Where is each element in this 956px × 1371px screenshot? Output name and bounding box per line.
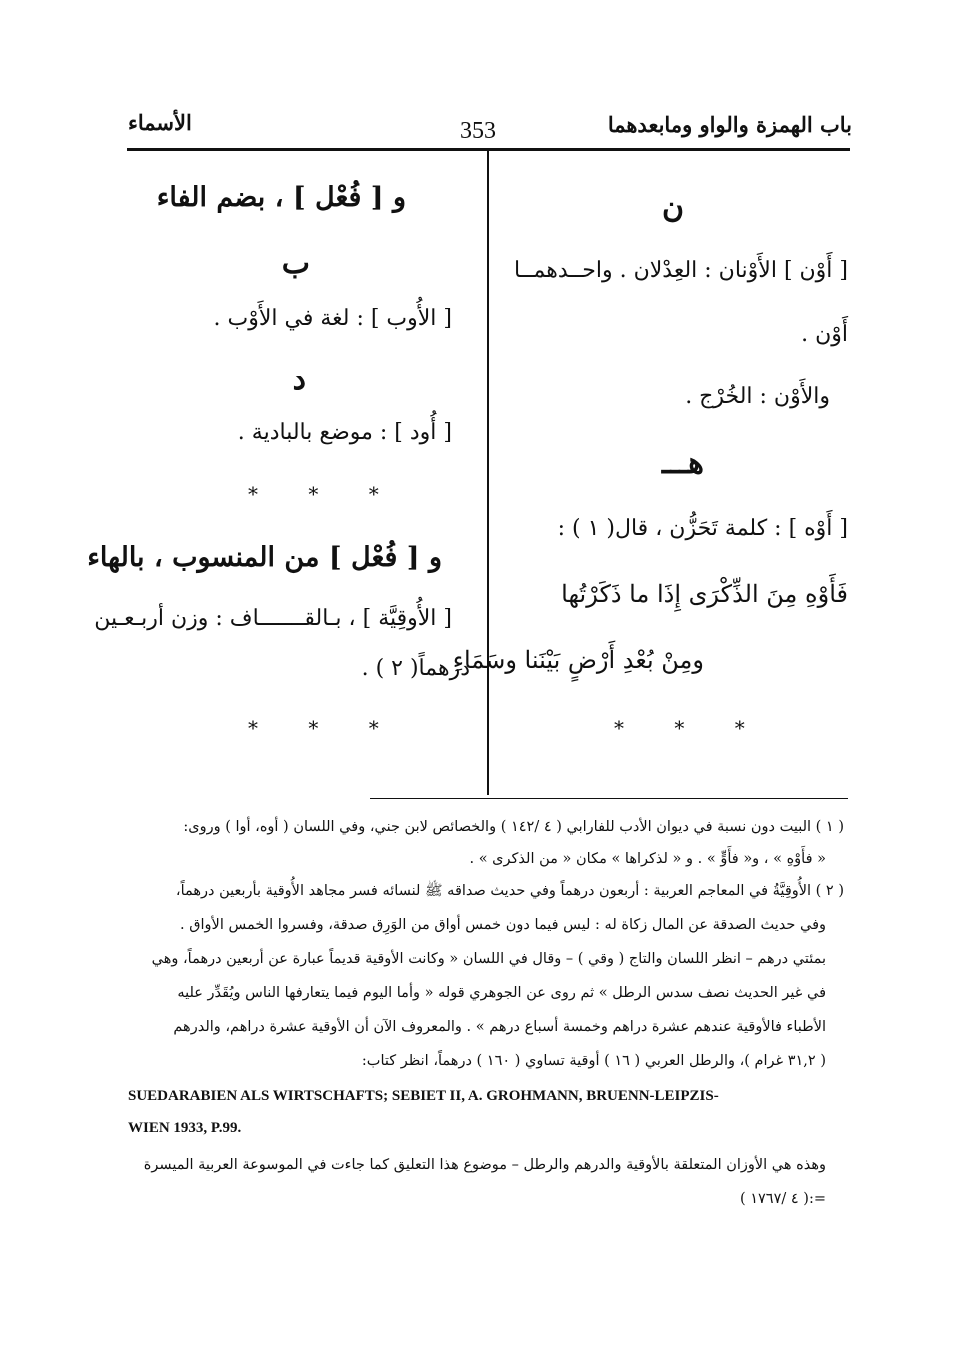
entry-uqiyya-line1: [ الأُوقِيَّة ] ، بـالقـــــــاف : وزن أربـعـين (94, 606, 452, 631)
entry-awn-line2: أَوْن . (801, 322, 848, 347)
letter-heading-dal: د (292, 362, 306, 397)
section-separator-stars: * * * (248, 716, 401, 740)
entry-awn-line3: والأَوْن : الخُرْج . (685, 384, 830, 409)
section-heading-mansub: و [ فُعْل ] من المنسوب ، بالهاء (87, 542, 442, 573)
footnote-2-latin-line-2: WIEN 1933, P.99. (128, 1120, 242, 1136)
footnote-2-line-2: وفي حديث الصدقة عن المال زكاة له : ليس فيما دون خمس أواق من الوَرِق صدقة، وفسروا الخمس الأواق . (180, 917, 826, 933)
footnote-2-line-3: بمئتي درهم – انظر اللسان والتاج ( وقي ) – وقال في اللسان « وكانت الأوقية قديماً عبارة عن أربعين درهماً، وهي (151, 951, 826, 967)
chapter-title: باب الهمزة والواو ومابعدهما (607, 112, 852, 137)
footnote-2-line-5: الأطباء فالأوقية عندهم عشرة دراهم وخمسة أسباع درهم » . والمعروف الآن أن الأوقية عشرة دراهم، والدرهم (173, 1019, 826, 1035)
footnote-1-line-1: ( ١ ) البيت دون نسبة في ديوان الأدب للفارابي ( ٤ /١٤٢ ) والخصائص لابن جني، وفي اللسان ( أوه، أوا ) وروى: (183, 819, 844, 835)
verse-line-2: ومِنْ بُعْدِ أَرْضٍ بَيْنَنا وسَمَاءِ (452, 646, 704, 674)
section-separator-stars: * * * (614, 716, 767, 740)
letter-heading-ha: هـــ (661, 446, 704, 481)
letter-heading-nun: ن (661, 190, 684, 225)
footnote-1-line-2: « فأَوْهِ » ، و« فأَوٍّ » . و « لذكراها » مكان « من الذكرى » . (469, 851, 826, 867)
footnote-2-latin-line-1: SUEDARABIEN ALS WIRTSCHAFTS; SEBIET II, A. GROHMANN, BRUENN-LEIPZIS- (128, 1088, 719, 1104)
verse-line-1: فَأَوْهِ مِنَ الذِّكْرَى إِذَا ما ذَكَرْتُها (561, 580, 848, 608)
footnote-rule (370, 798, 848, 799)
footnote-2-line-6: ( ٣١,٢ غرام )، والرطل العربي ( ١٦ ) أوقية تساوي ( ١٦٠ ) درهماً، انظر كتاب: (361, 1053, 826, 1069)
footnote-2-line-1: ( ٢ ) الأُوقِيَّةُ في المعاجم العربية : أربعون درهماً وفي حديث صداقه ﷺ لنسائه فسر مجاهد الأُوقية بأربعين درهماً، (175, 883, 844, 899)
footnote-2-line-4: في غير الحديث نصف سدس الرطل » ثم روى عن الجوهري قوله « وأما اليوم فيما يتعارفها الناس ويُقَدِّر عليه (177, 985, 826, 1001)
entry-awd: [ أُود ] : موضع بالبادية . (237, 420, 452, 445)
section-title: الأسماء (128, 110, 192, 135)
entry-awh: [ أَوْه ] : كلمة تَحَزُّن ، قال( ١ ) : (557, 516, 848, 541)
footnote-2-line-7: وهذه هي الأوزان المتعلقة بالأوقية والدرهم والرطل – موضوع هذا التعليق كما جاءت في الموسوعة العربية الميسرة (143, 1157, 826, 1173)
section-separator-stars: * * * (248, 482, 401, 506)
footnote-2-line-8: ( ٤ /١٧٦٧ ):= (739, 1191, 826, 1207)
section-heading-fuel: و [ فُعْل ] ، بضم الفاء (156, 182, 406, 213)
entry-awb: [ الأُوب ] : لغة في الأَوْب . (213, 306, 452, 331)
page-number: 353 (460, 118, 496, 144)
column-divider (487, 150, 489, 795)
entry-uqiyya-line2: درهماً( ٢ ) . (361, 656, 470, 681)
entry-awn-line1: [ أَوْن ] الأَوْنان : العِدْلان . واحــدهمــا (513, 258, 848, 283)
letter-heading-ba: ب (281, 246, 310, 281)
